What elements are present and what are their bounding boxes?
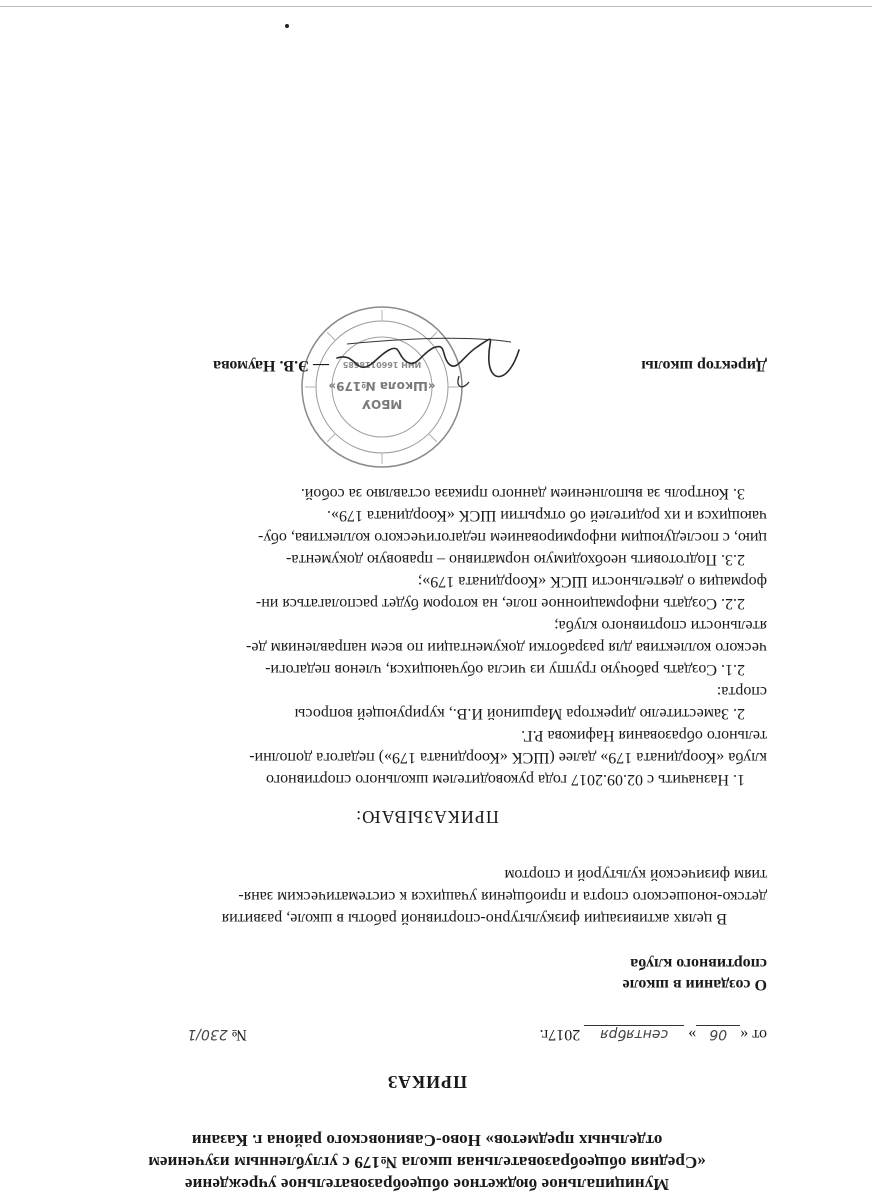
order-points (87, 482, 767, 790)
handwritten-signature (329, 322, 529, 402)
document-content (87, 292, 767, 1195)
point-line: 2.2. Создать информационное поле, на котором будет располагаться ин- (255, 595, 745, 612)
order-date (539, 1025, 767, 1043)
date-day: 06 (696, 1025, 740, 1042)
orders-heading: ПРИКАЗЫВАЮ: (355, 807, 499, 827)
stamp-text-1: МБОУ (361, 397, 403, 411)
point-line: формация о деятельности ШСК «Координата 179»; (417, 573, 767, 590)
institution-header (87, 1129, 767, 1195)
preamble-line-3: тиям физической культурой и спортом (504, 866, 767, 883)
point-line: 2.3. Подготовить необходимую нормативно – правовую документа- (286, 551, 745, 568)
ink-dot (285, 24, 289, 28)
date-prefix: от « (740, 1026, 767, 1043)
signer-role: Директор школы (641, 357, 767, 374)
point-line: 2. Заместителю директора Маршиной И.В., курирующей вопросы (294, 705, 745, 722)
number-label: № (231, 1026, 247, 1043)
point-line: клуба «Координата 179» далее (ШСК «Координата 179») педагога дополни- (249, 749, 767, 766)
header-line-1: Муниципальное бюджетное общеобразовательное учреждение (184, 1175, 670, 1194)
signature-block (87, 292, 767, 422)
point-line: цию, с последующим информированием педагогического коллектива, обу- (258, 529, 767, 546)
subject-line-1: О создании в школе (622, 976, 767, 993)
order-date-line (87, 1019, 767, 1043)
point-line: спорта: (716, 683, 767, 700)
stamp-text-3: ИНН 1660118685 (342, 360, 422, 369)
preamble-line-2: детско-юношеского спорта и приобщения учащихся к систематическим заня- (238, 888, 767, 905)
point-line: 1. Назначить с 02.09.2017 года руководителем школьного спортивного (265, 771, 745, 788)
scan-edge-line (0, 6, 872, 7)
point-line: чающихся и их родителей об открытии ШСК «Координата 179». (326, 507, 767, 524)
subject-line-2: спортивного клуба (630, 955, 767, 972)
point-line: 2.1. Создать рабочую группу из числа обучающихся, членов педагоги- (265, 661, 745, 678)
date-mid: » (688, 1026, 697, 1043)
preamble (87, 863, 767, 929)
date-month: сентября (584, 1025, 684, 1042)
point-line: ческого коллектива для разработки документации по всем направлениям де- (246, 639, 767, 656)
stamp-text-2: «Школа №179» (328, 379, 436, 393)
order-number (187, 1025, 247, 1043)
signer-name: — Э.В. Наумова (213, 357, 329, 374)
header-line-3: отдельных предметов» Ново-Савиновского района г. Казани (191, 1131, 663, 1150)
point-line: ятельности спортивного клуба; (554, 617, 767, 634)
header-line-2: «Средняя общеобразовательная школа №179 с углубленным изучением (148, 1153, 706, 1172)
preamble-line-1: В целях активизации физкультурно-спортивной работы в школе, развития (221, 910, 727, 927)
date-year: 2017г. (539, 1026, 581, 1043)
point-line: тельного образования Нафикова Р.Г. (521, 727, 767, 744)
order-subject (87, 953, 767, 995)
document-title: ПРИКАЗ (386, 1072, 468, 1092)
number-value: 230/1 (187, 1026, 228, 1042)
point-line: 3. Контроль за выполнением данного приказа оставляю за собой. (300, 485, 745, 502)
